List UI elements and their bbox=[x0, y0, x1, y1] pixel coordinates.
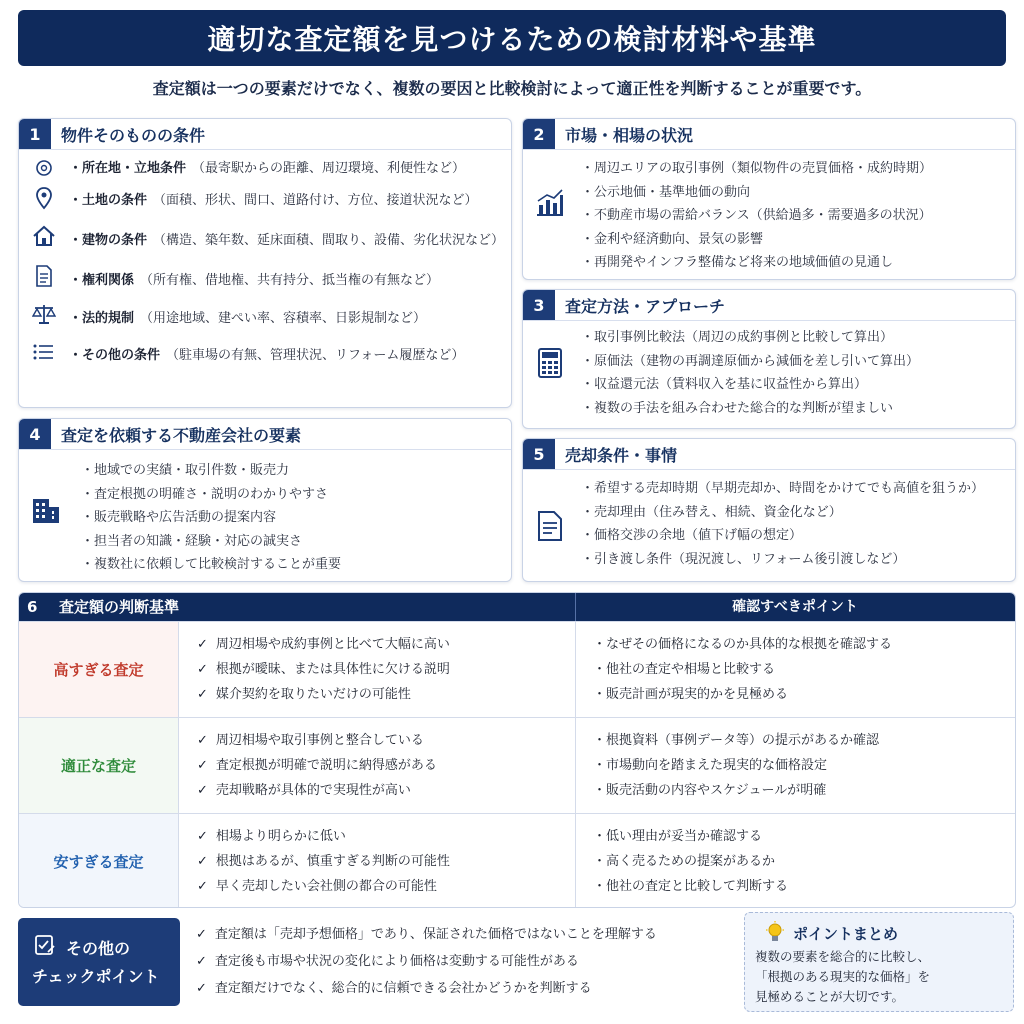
list-item: ・原価法（建物の再調達原価から減価を差し引いて算出） bbox=[581, 353, 920, 369]
check-item bbox=[197, 874, 450, 899]
condition-detail: （用途地域、建ぺい率、容積率、日影規制など） bbox=[140, 311, 427, 326]
condition-row bbox=[69, 229, 504, 248]
check-list bbox=[197, 728, 437, 803]
section-title: 査定額の判断基準 bbox=[59, 598, 180, 616]
check-icon: ✓ bbox=[197, 733, 208, 748]
section-3-card bbox=[522, 289, 1016, 429]
point-item: ・販売計画が現実的かを見極める bbox=[593, 687, 789, 702]
list-item: ・査定根拠の明確さ・説明のわかりやすさ bbox=[81, 486, 329, 502]
section-title: 物件そのものの条件 bbox=[61, 125, 206, 145]
point-item: ・販売活動の内容やスケジュールが明確 bbox=[593, 783, 827, 798]
section-4-card bbox=[18, 418, 512, 582]
summary-title: ポイントまとめ bbox=[793, 925, 899, 943]
calculator-icon bbox=[537, 348, 567, 378]
section-2-header bbox=[523, 119, 1015, 149]
check-item bbox=[197, 778, 437, 803]
check-item bbox=[196, 975, 657, 1002]
point-list bbox=[593, 728, 879, 803]
point-item: ・市場動向を踏まえた現実的な価格設定 bbox=[593, 758, 828, 773]
section-number: 6 bbox=[27, 598, 38, 616]
other-title-line2: チェックポイント bbox=[32, 967, 160, 986]
check-icon: ✓ bbox=[197, 783, 208, 798]
condition-label: ・権利関係 bbox=[69, 273, 135, 288]
check-icon: ✓ bbox=[196, 981, 207, 996]
condition-detail: （最寄駅からの距離、周辺環境、利便性など） bbox=[192, 161, 466, 176]
section-5-header bbox=[523, 439, 1015, 469]
section-2-card bbox=[522, 118, 1016, 280]
other-checkpoints-box bbox=[18, 918, 180, 1006]
other-checkpoints-list bbox=[196, 921, 657, 1002]
check-item bbox=[197, 849, 450, 874]
compass-icon bbox=[31, 155, 57, 181]
list-item: ・周辺エリアの取引事例（類似物件の売買価格・成約時期） bbox=[581, 161, 933, 176]
header-divider bbox=[523, 469, 1015, 470]
page-title: 適切な査定額を見つけるための検討材料や基準 bbox=[18, 10, 1006, 66]
condition-label: ・建物の条件 bbox=[69, 233, 148, 248]
table-row bbox=[19, 813, 1016, 908]
condition-row bbox=[69, 157, 465, 176]
list-item: ・価格交渉の余地（値下げ幅の想定） bbox=[581, 528, 803, 543]
condition-row bbox=[69, 344, 464, 363]
check-text: 根拠が曖昧、または具体性に欠ける説明 bbox=[215, 662, 450, 677]
list-item: ・引き渡し条件（現況渡し、リフォーム後引渡しなど） bbox=[581, 551, 906, 567]
check-text: 周辺相場や取引事例と整合している bbox=[215, 733, 424, 748]
list-item: ・売却理由（住み替え、相続、資金化など） bbox=[581, 504, 842, 520]
header-divider bbox=[523, 320, 1015, 321]
check-text: 早く売却したい会社側の都合の可能性 bbox=[215, 879, 437, 894]
point-list bbox=[593, 632, 892, 707]
check-icon: ✓ bbox=[197, 687, 208, 702]
lightbulb-icon bbox=[765, 921, 785, 945]
check-text: 売却戦略が具体的で実現性が高い bbox=[215, 783, 411, 798]
point-item: ・低い理由が妥当か確認する bbox=[593, 829, 763, 844]
section-number: 5 bbox=[523, 439, 555, 469]
section-title: 市場・相場の状況 bbox=[565, 125, 694, 145]
document-lines-icon bbox=[537, 511, 567, 541]
point-item: ・根拠資料（事例データ等）の提示があるか確認 bbox=[593, 733, 880, 748]
column-header-points: 確認すべきポイント bbox=[732, 599, 858, 615]
point-item: ・他社の査定と比較して判断する bbox=[593, 879, 789, 894]
table-row bbox=[19, 717, 1016, 813]
section-number: 2 bbox=[523, 119, 555, 149]
scales-icon bbox=[31, 301, 57, 327]
check-list bbox=[197, 824, 450, 899]
check-icon: ✓ bbox=[197, 637, 208, 652]
point-item: ・他社の査定や相場と比較する bbox=[593, 662, 776, 677]
condition-row bbox=[69, 189, 478, 208]
section-number: 1 bbox=[19, 119, 51, 149]
column-divider bbox=[575, 814, 576, 908]
condition-label: ・土地の条件 bbox=[69, 193, 148, 208]
check-text: 査定額だけでなく、総合的に信頼できる会社かどうかを判断する bbox=[214, 981, 592, 996]
section-4-header bbox=[19, 419, 511, 449]
checklist-icon bbox=[34, 934, 56, 956]
document-icon bbox=[31, 263, 57, 289]
method-list bbox=[581, 326, 919, 420]
section-title: 売却条件・事情 bbox=[565, 445, 678, 465]
condition-row bbox=[69, 269, 439, 288]
check-item bbox=[197, 728, 437, 753]
check-icon: ✓ bbox=[197, 758, 208, 773]
check-text: 査定後も市場や状況の変化により価格は変動する可能性がある bbox=[214, 954, 579, 969]
condition-label: ・その他の条件 bbox=[69, 348, 161, 363]
summary-box bbox=[744, 912, 1014, 1012]
check-item bbox=[196, 948, 657, 975]
condition-row bbox=[69, 307, 426, 326]
list-item: ・公示地価・基準地価の動向 bbox=[581, 184, 751, 200]
list-item: ・複数の手法を組み合わせた総合的な判断が望ましい bbox=[581, 400, 894, 416]
section-5-card bbox=[522, 438, 1016, 582]
check-text: 査定根拠が明確で説明に納得感がある bbox=[215, 758, 437, 773]
house-icon bbox=[31, 223, 57, 249]
company-list bbox=[81, 459, 341, 577]
section-number: 4 bbox=[19, 419, 51, 449]
row-label: 安すぎる査定 bbox=[19, 814, 179, 908]
summary-line: 「根拠のある現実的な価格」を bbox=[755, 969, 931, 984]
check-icon: ✓ bbox=[196, 927, 207, 942]
check-text: 根拠はあるが、慎重すぎる判断の可能性 bbox=[215, 854, 450, 869]
check-icon: ✓ bbox=[196, 954, 207, 969]
judgment-criteria-table bbox=[18, 592, 1016, 908]
market-list bbox=[581, 157, 932, 275]
summary-text bbox=[755, 947, 930, 1007]
condition-label: ・所在地・立地条件 bbox=[69, 161, 187, 176]
check-icon: ✓ bbox=[197, 829, 208, 844]
table-header bbox=[19, 593, 1016, 621]
building-icon bbox=[31, 495, 61, 525]
row-label: 高すぎる査定 bbox=[19, 622, 179, 717]
other-title-line1: その他の bbox=[66, 939, 131, 958]
sale-conditions-list bbox=[581, 477, 984, 571]
list-item: ・取引事例比較法（周辺の成約事例と比較して算出） bbox=[581, 330, 894, 345]
header-divider bbox=[19, 149, 511, 150]
location-pin-icon bbox=[31, 185, 57, 211]
section-number: 3 bbox=[523, 290, 555, 320]
list-item: ・希望する売却時期（早期売却か、時間をかけてでも高値を狙うか） bbox=[581, 481, 985, 496]
column-divider bbox=[575, 622, 576, 717]
section-1-card bbox=[18, 118, 512, 408]
summary-line: 見極めることが大切です。 bbox=[755, 989, 905, 1004]
check-item bbox=[197, 824, 450, 849]
condition-detail: （駐車場の有無、管理状況、リフォーム履歴など） bbox=[166, 348, 465, 363]
check-item bbox=[196, 921, 657, 948]
check-icon: ✓ bbox=[197, 662, 208, 677]
section-3-header bbox=[523, 290, 1015, 320]
table-row bbox=[19, 621, 1016, 717]
bar-chart-icon bbox=[535, 187, 565, 217]
point-item: ・高く売るための提案があるか bbox=[593, 854, 776, 869]
header-divider bbox=[19, 449, 511, 450]
check-item bbox=[197, 753, 437, 778]
list-item: ・再開発やインフラ整備など将来の地域価値の見通し bbox=[581, 255, 894, 270]
section-1-header bbox=[19, 119, 511, 149]
condition-detail: （所有権、借地権、共有持分、抵当権の有無など） bbox=[140, 273, 440, 288]
check-list bbox=[197, 632, 450, 707]
column-divider bbox=[575, 718, 576, 813]
page-subtitle: 査定額は一つの要素だけでなく、複数の要因と比較検討によって適正性を判断することが重要です。 bbox=[152, 79, 872, 98]
header-divider bbox=[523, 149, 1015, 150]
list-item: ・担当者の知識・経験・対応の誠実さ bbox=[81, 533, 303, 549]
section-title: 査定を依頼する不動産会社の要素 bbox=[61, 425, 302, 445]
condition-detail: （構造、築年数、延床面積、間取り、設備、劣化状況など） bbox=[153, 233, 505, 248]
check-item bbox=[197, 657, 450, 682]
check-text: 媒介契約を取りたいだけの可能性 bbox=[215, 687, 411, 702]
check-text: 周辺相場や成約事例と比べて大幅に高い bbox=[215, 637, 450, 652]
check-text: 査定額は「売却予想価格」であり、保証された価格ではないことを理解する bbox=[214, 927, 657, 942]
check-icon: ✓ bbox=[197, 879, 208, 894]
condition-label: ・法的規制 bbox=[69, 311, 135, 326]
list-item: ・金利や経済動向、景気の影響 bbox=[581, 231, 764, 247]
summary-line: 複数の要素を総合的に比較し、 bbox=[755, 949, 931, 964]
list-item: ・不動産市場の需給バランス（供給過多・需要過多の状況） bbox=[581, 208, 932, 223]
check-icon: ✓ bbox=[197, 854, 208, 869]
point-item: ・なぜその価格になるのか具体的な根拠を確認する bbox=[593, 637, 893, 652]
point-list bbox=[593, 824, 788, 899]
list-item: ・地域での実績・取引件数・販売力 bbox=[81, 463, 290, 478]
row-label: 適正な査定 bbox=[19, 718, 179, 813]
condition-detail: （面積、形状、間口、道路付け、方位、接道状況など） bbox=[153, 193, 478, 208]
section-title: 査定方法・アプローチ bbox=[565, 296, 726, 316]
list-item: ・販売戦略や広告活動の提案内容 bbox=[81, 510, 277, 525]
list-item: ・収益還元法（賃料収入を基に収益性から算出） bbox=[581, 377, 868, 392]
list-icon bbox=[31, 339, 57, 365]
check-item bbox=[197, 632, 450, 657]
check-item bbox=[197, 682, 450, 707]
check-text: 相場より明らかに低い bbox=[215, 829, 346, 844]
list-item: ・複数社に依頼して比較検討することが重要 bbox=[81, 557, 342, 572]
